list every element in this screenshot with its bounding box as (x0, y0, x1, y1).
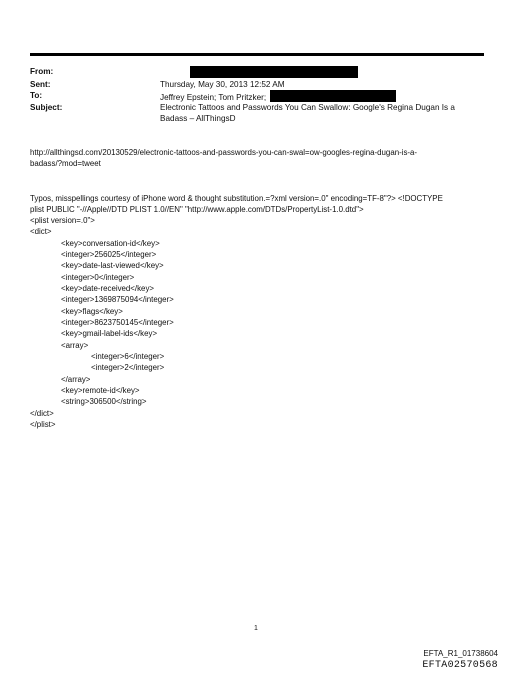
plist-line: <key>gmail-label-ids</key> (61, 329, 158, 338)
url-line-1: http://allthingsd.com/20130529/electronic-tattoos-and-passwords-you-can-swal=ow-googles-regina-dugan-is-a- (30, 148, 418, 157)
from-value (190, 66, 495, 79)
page-number: 1 (254, 625, 258, 632)
subject-value-line2: Badass – AllThingsD (160, 114, 236, 123)
from-label: From: (30, 67, 54, 76)
plist-line: </dict> (30, 409, 54, 418)
url-line-2: badass/?mod=tweet (30, 159, 101, 168)
to-label: To: (30, 91, 43, 100)
typo-line-2: plist PUBLIC "-//Apple//DTD PLIST 1.0//EN" "http://www.apple.com/DTDs/PropertyList-1.0.dtd"> (30, 205, 364, 214)
plist-line: <integer>0</integer> (61, 273, 135, 282)
sent-value: Thursday, May 30, 2013 12:52 AM (160, 80, 285, 89)
header-rule (30, 53, 484, 56)
plist-line: <integer>8623750145</integer> (61, 318, 174, 327)
to-names: Jeffrey Epstein; Tom Pritzker; (160, 93, 267, 102)
plist-line: <plist version=.0"> (30, 216, 95, 225)
plist-line: <key>conversation-id</key> (61, 239, 160, 248)
plist-line: <key>remote-id</key> (61, 386, 140, 395)
sent-label: Sent: (30, 80, 51, 89)
plist-line: <dict> (30, 227, 52, 236)
redaction-box (270, 90, 396, 102)
redaction-box (190, 66, 358, 78)
plist-line: </plist> (30, 420, 56, 429)
plist-line: <key>date-last-viewed</key> (61, 261, 164, 270)
plist-line: <string>306500</string> (61, 397, 147, 406)
plist-line: <integer>6</integer> (91, 352, 165, 361)
plist-line: <integer>2</integer> (91, 363, 165, 372)
typo-line-1: Typos, misspellings courtesy of iPhone word & thought substitution.=?xml version=.0" encoding=TF-8"?> <!DOCTYPE (30, 194, 443, 203)
bates-number-large: EFTA02570568 (422, 660, 498, 671)
plist-line: </array> (61, 375, 91, 384)
bates-number-small: EFTA_R1_01738604 (423, 649, 498, 658)
plist-line: <key>date-received</key> (61, 284, 154, 293)
plist-line: <key>flags</key> (61, 307, 123, 316)
subject-value-line1: Electronic Tattoos and Passwords You Can Swallow: Google's Regina Dugan Is a (160, 103, 455, 112)
plist-line: <integer>1369875094</integer> (61, 295, 174, 304)
plist-line: <integer>256025</integer> (61, 250, 157, 259)
subject-label: Subject: (30, 103, 63, 112)
plist-line: <array> (61, 341, 89, 350)
